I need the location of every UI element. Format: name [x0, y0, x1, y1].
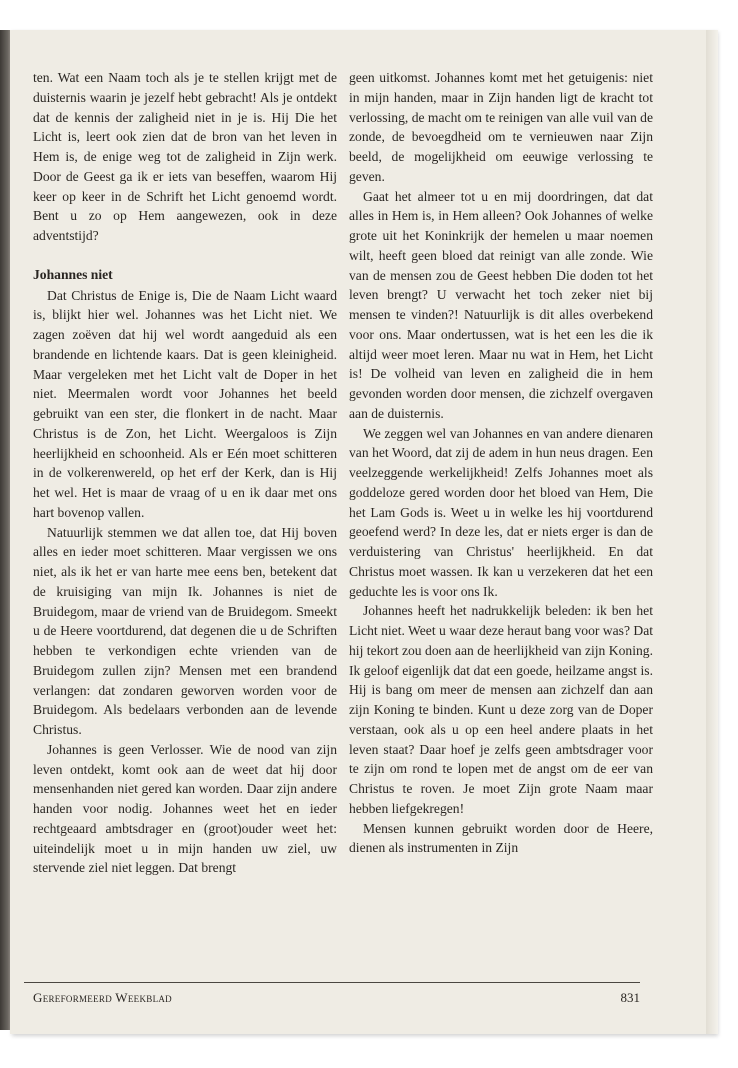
left-column	[33, 68, 337, 878]
section-heading: Johannes niet	[33, 266, 113, 282]
paragraph: Natuurlijk stemmen we dat allen toe, dat Hij boven alles en ieder moet schitteren. Maar vergissen we ons niet, als ik het er van harte mee eens ben, betekent dat de kruisiging van mijn Ik. Johannes is niet de Bruidegom, maar de vriend van de Bruidegom. Smeekt u de Heere voortdurend, dat degenen die u de Schriften hebben te verkondigen echte vrienden van de Bruidegom zullen zijn? Mensen met een brandend verlangen: dat zondaren geworven worden voor de Bruidegom. Als bedelaars verbonden aan de levende Christus.	[33, 524, 337, 737]
paragraph: geen uitkomst. Johannes komt met het getuigenis: niet in mijn handen, maar in Zijn handen ligt de kracht tot verlossing, de macht om te reinigen van alle vuil van de zonde, de bevoegdheid om te vernieuwen naar Zijn beeld, de mogelijkheid om eeuwige verlossing te geven.	[349, 70, 653, 184]
publication-name: Gereformeerd Weekblad	[33, 990, 172, 1005]
paragraph: We zeggen wel van Johannes en van andere dienaren van het Woord, dat zij de adem in hun neus dragen. Een veelzeggende werkelijkheid! Zelfs Johannes moet als goddeloze gered worden door het bloed van Hem, Die het Lam Gods is. Weet u in welke les hij voortdurend geoefend werd? In deze les, dat er niets erger is dan de verduistering van Christus' heerlijkheid. En dat Christus moet wassen. Ik kan u verzekeren dat het een geduchte les is voor ons Ik.	[349, 425, 653, 599]
paragraph: Mensen kunnen gebruikt worden door de Heere, dienen als instrumenten in Zijn	[349, 820, 653, 856]
footer-rule	[24, 982, 640, 983]
page-number: 831	[620, 990, 640, 1005]
paragraph: ten. Wat een Naam toch als je te stellen krijgt met de duisternis waarin je jezelf hebt gebracht! Als je ontdekt dat de kennis der zaligheid niet in je is. Hij Die het Licht is, leert ook zien dat de bron van het leven in Hem is, de enige weg tot de zaligheid in Zijn werk. Door de Geest ga ik er iets van beseffen, waarom Hij keer op keer in de Schrift het Licht genoemd wordt. Bent u zo op Hem aangewezen, ook in deze adventstijd?	[33, 70, 337, 243]
paragraph: Dat Christus de Enige is, Die de Naam Licht waard is, blijkt hier wel. Johannes was het Licht niet. We zagen zoëven dat hij wel wordt aangeduid als een brandende en lichtende kaars. Dat is geen kleinigheid. Maar vergeleken met het Licht valt de Doper in het niet. Meermalen wordt voor Johannes het beeld gebruikt van een ster, die flonkert in de nacht. Maar Christus is de Zon, het Licht. Weergaloos is Zijn heerlijkheid en schoonheid. Als er Eén moet schitteren in de volkerenwereld, op het erf der Kerk, dan is Hij het wel. Het is maar de vraag of u en ik daar met ons hart bovenop vallen.	[33, 287, 337, 520]
right-column	[349, 68, 653, 858]
paragraph: Gaat het almeer tot u en mij doordringen, dat dat alles in Hem is, in Hem alleen? Ook Johannes of welke grote uit het Koninkrijk der hemelen u maar noemen wilt, heeft geen bloed dat reinigt van alle zonde. Wie van de mensen zou de Geest hebben Die doden tot het leven brengt? U verwacht het toch zeker niet bij mensen te vinden?! Natuurlijk is dit alles overbekend voor ons. Maar ondertussen, wat is het een les die ik altijd weer moet leren. Maar nu wat in Hem, het Licht is! De volheid van leven en zaligheid die in hem gevonden worden door mensen, die zichzelf overgaven aan de duisternis.	[349, 188, 653, 421]
page-edge	[706, 30, 718, 1034]
paragraph: Johannes is geen Verlosser. Wie de nood van zijn leven ontdekt, komt ook aan de weet dat hij door mensenhanden niet gered kan worden. Daar zijn andere handen voor nodig. Johannes weet het en ieder rechtgeaard ambtsdrager en (groot)ouder weet het: uiteindelijk moet u in mijn handen uw ziel, uw stervende ziel niet leggen. Dat brengt	[33, 741, 337, 876]
paragraph: Johannes heeft het nadrukkelijk beleden: ik ben het Licht niet. Weet u waar deze heraut bang voor was? Dat hij tekort zou doen aan de heerlijkheid van zijn Koning. Ik geloof eigenlijk dat dat een goede, heilzame angst is. Hij is bang om meer de mensen aan zichzelf dan aan zijn Koning te binden. Kunt u deze zorg van de Doper verstaan, ook als u op een heel andere plaats in het leven staat? Daar hoef je zelfs geen ambtsdrager voor te zijn om rond te lopen met de angst om de eer van Christus te roven. Je moet Zijn grote Naam maar hebben liefgekregen!	[349, 603, 654, 816]
